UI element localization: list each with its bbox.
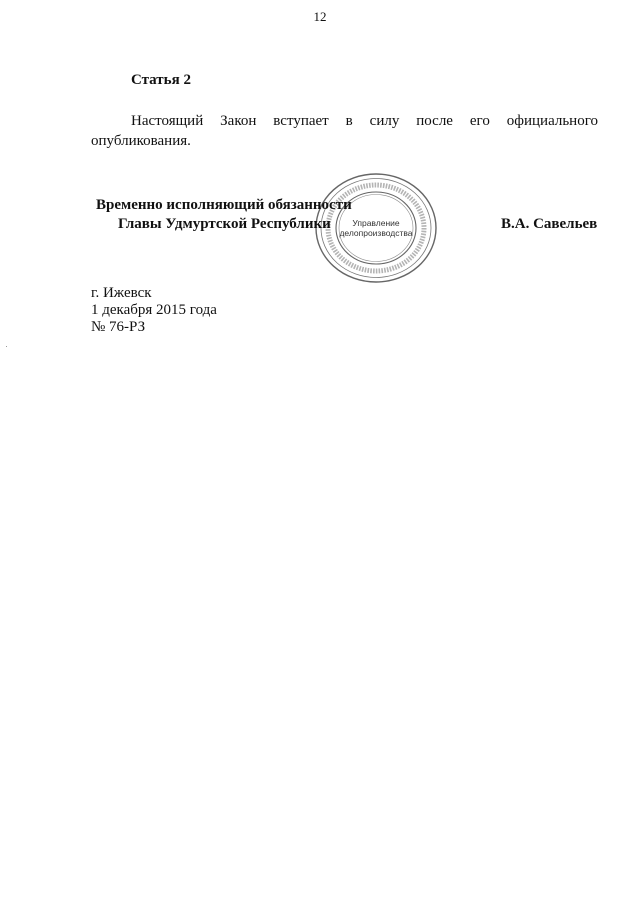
page-number: 12 [313, 9, 327, 24]
signing-place: г. Ижевск [91, 285, 152, 301]
seal-center-line2: делопроизводства [339, 228, 413, 238]
law-number: № 76-РЗ [91, 319, 146, 335]
seal-center-line1: Управление [352, 218, 400, 228]
article-text: Настоящий Закон вступает в силу после его официального опубликования. [91, 113, 598, 149]
signer-title-line1: Временно исполняющий обязанности [96, 197, 352, 213]
article-heading: Статья 2 [131, 72, 191, 88]
signing-date: 1 декабря 2015 года [91, 302, 217, 318]
official-seal [314, 172, 438, 284]
signer-title-line2: Главы Удмуртской Республики [118, 216, 331, 232]
seal-stamp-image [314, 172, 438, 284]
signer-name: В.А. Савельев [501, 216, 598, 232]
margin-mark [6, 346, 7, 347]
